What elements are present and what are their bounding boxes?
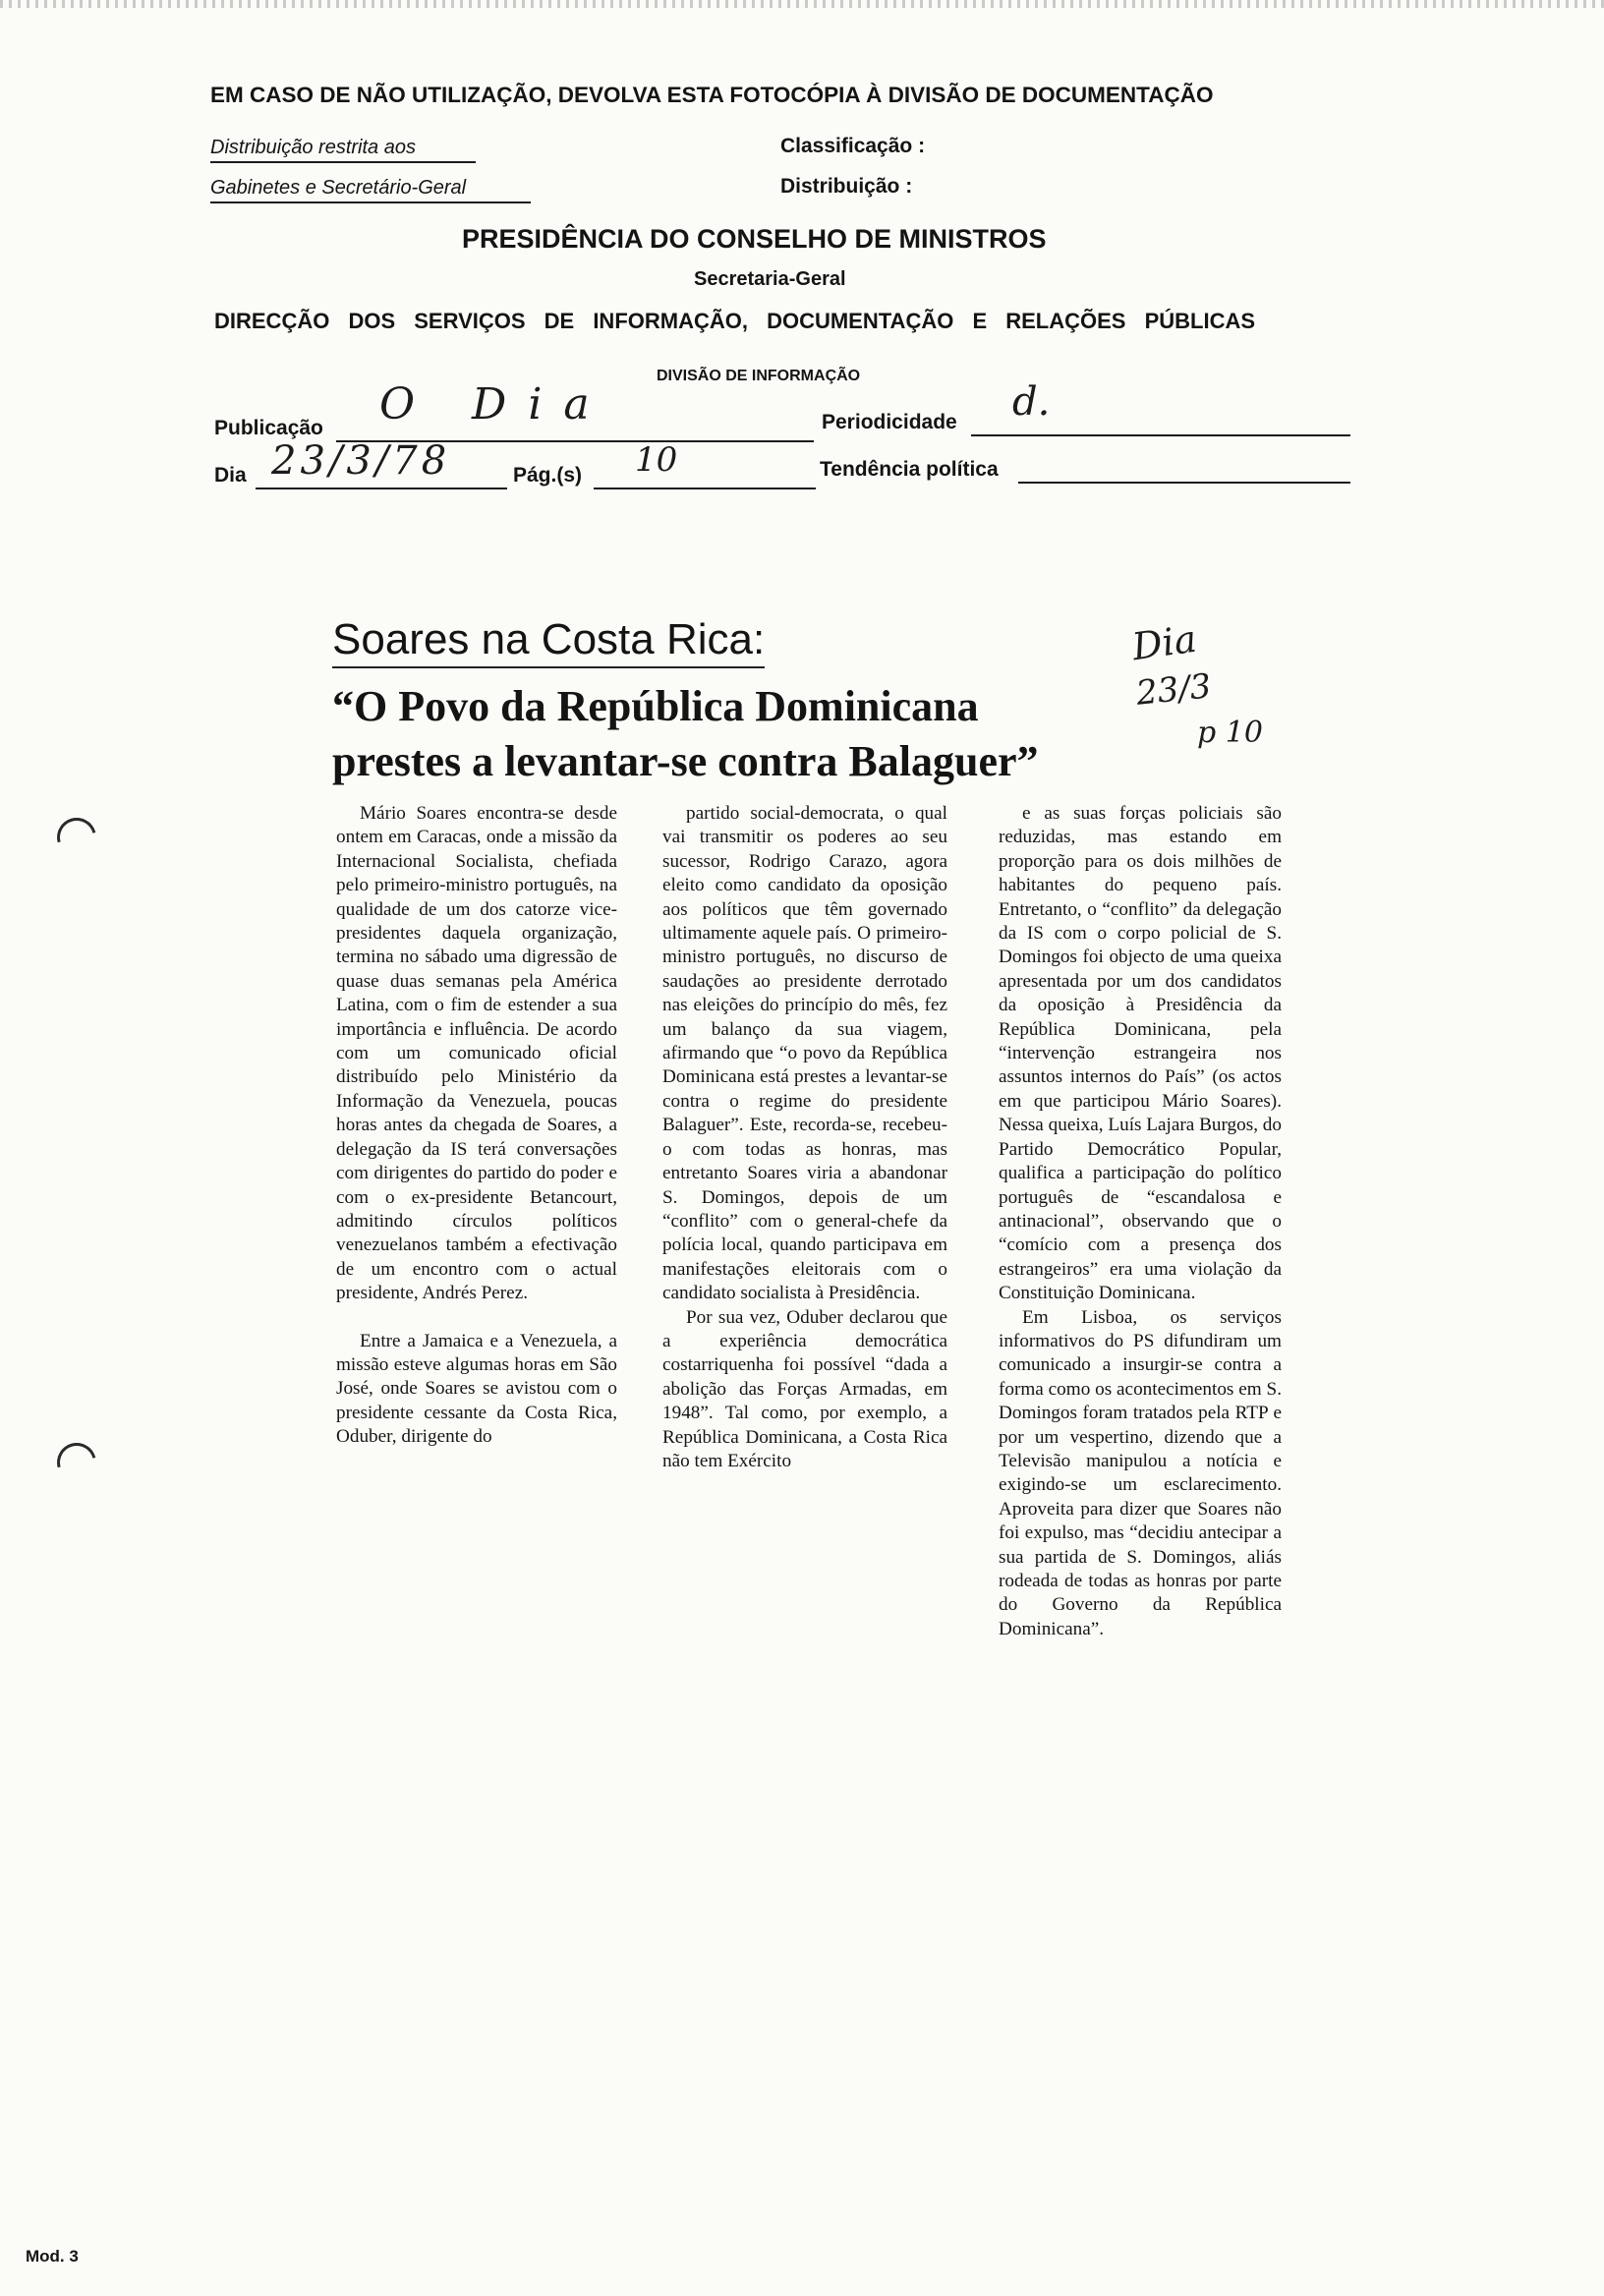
tendency-label: Tendência política [820, 458, 999, 481]
article-column-1 [336, 802, 617, 1450]
distribution-label: Distribuição : [780, 175, 913, 198]
margin-note-line3: p 10 [1197, 716, 1263, 750]
model-number: Mod. 3 [26, 2247, 79, 2266]
directorate-title: DIRECÇÃO DOS SERVIÇOS DE INFORMAÇÃO, DOCUMENTAÇÃO E RELAÇÕES PÚBLICAS [214, 309, 1256, 333]
day-label: Dia [214, 464, 247, 487]
tendency-field [1018, 474, 1350, 484]
margin-note-line1: Dia [1129, 616, 1200, 669]
distribution-restricted-line2: Gabinetes e Secretário-Geral [210, 177, 531, 203]
day-value: 23/3/78 [271, 438, 451, 484]
col2-paragraph-1: partido social-democrata, o qual vai transmitir os poderes ao seu sucessor, Rodrigo Carazo, agora eleito como candidato da oposição aos políticos que têm governado ultimamente aquele país. O primeiro-ministro português, no discurso de saudações ao presidente derrotado nas eleições do princípio do mês, fez um balanço da sua viagem, afirmando que “o povo da República Dominicana está prestes a levantar-se contra o regime do presidente Balaguer”. Este, recorda-se, recebeu-o com todas as honras, mas entretanto Soares viria a abandonar S. Domingos, depois de um “conflito” com o general-chefe da polícia local, quando participava em manifestações eleitorais com o candidato socialista à Presidência. [662, 803, 947, 1304]
periodicity-value: d. [1012, 379, 1051, 425]
punch-hole-upper [50, 811, 104, 865]
secretariat-title: Secretaria-Geral [694, 268, 846, 290]
periodicity-label: Periodicidade [822, 411, 957, 433]
article-headline-line2: prestes a levantar-se contra Balaguer” [332, 737, 1039, 785]
article-column-2 [662, 802, 947, 1473]
pages-label: Pág.(s) [513, 464, 583, 487]
pages-field [594, 480, 816, 489]
col1-paragraph-2: Entre a Jamaica e a Venezuela, a missão esteve algumas horas em São José, onde Soares se avistou com o presidente cessante da Costa Rica, Oduber, dirigente do [336, 1330, 617, 1448]
pages-value: 10 [635, 440, 678, 480]
distribution-restricted-line1: Distribuição restrita aos [210, 137, 476, 163]
margin-note-line2: 23/3 [1134, 666, 1214, 714]
punch-hole-lower [50, 1436, 104, 1490]
classification-label: Classificação : [780, 135, 926, 157]
publication-value: O Dia [379, 379, 611, 430]
col1-paragraph-1: Mário Soares encontra-se desde ontem em Caracas, onde a missão da Internacional Socialista, chefiada pelo primeiro-ministro português, na qualidade de um dos catorze vice-presidentes daquela organização, termina no sábado uma digressão de quase duas semanas pela América Latina, com o fim de estender a sua importância e influência. De acordo com um comunicado oficial distribuído pelo Ministério da Informação da Venezuela, poucas horas antes da chegada de Soares, a delegação da IS terá conversações com dirigentes do partido do poder e com o ex-presidente Betancourt, admitindo círculos políticos venezuelanos também a efectivação de um encontro com o actual presidente, Andrés Perez. [336, 803, 617, 1304]
presidency-title: PRESIDÊNCIA DO CONSELHO DE MINISTROS [462, 224, 1047, 254]
col3-paragraph-1: e as suas forças policiais são reduzidas, mas estando em proporção para os dois milhões de habitantes do pequeno país. Entretanto, o “conflito” da delegação da IS com o corpo policial de S. Domingos foi objecto de uma queixa apresentada por um dos candidatos da oposição à Presidência da República Dominicana, pela “intervenção estrangeira nos assuntos internos do País” (os actos em que participou Mário Soares). Nessa queixa, Luís Lajara Burgos, do Partido Democrático Popular, qualifica a participação do político português de “escandalosa e antinacional”, observando que o “comício com a presença dos estrangeiros” era uma violação da Constituição Dominicana. [999, 803, 1282, 1304]
periodicity-field [971, 427, 1350, 436]
division-title: DIVISÃO DE INFORMAÇÃO [657, 368, 861, 384]
article-column-3 [999, 802, 1282, 1641]
scan-noise-top [0, 0, 1604, 8]
return-notice: EM CASO DE NÃO UTILIZAÇÃO, DEVOLVA ESTA FOTOCÓPIA À DIVISÃO DE DOCUMENTAÇÃO [210, 83, 1214, 107]
publication-label: Publicação [214, 417, 323, 439]
col3-paragraph-2: Em Lisboa, os serviços informativos do PS difundiram um comunicado a insurgir-se contra a forma como os acontecimentos em S. Domingos foram tratados pela RTP e por um vespertino, dizendo que a Televisão manipulou a notícia e exigindo-se um esclarecimento. Aproveita para dizer que Soares não foi expulso, mas “decidiu antecipar a sua partida de S. Domingos, aliás rodeada de todas as honras por parte do Governo da República Dominicana”. [999, 1306, 1282, 1639]
article-headline-line1: “O Povo da República Dominicana [332, 682, 979, 730]
article-kicker: Soares na Costa Rica: [332, 613, 765, 668]
col2-paragraph-2: Por sua vez, Oduber declarou que a experiência democrática costarriquenha foi possível “dada a abolição das Forças Armadas, em 1948”. Tal como, por exemplo, a República Dominicana, a Costa Rica não tem Exército [662, 1306, 947, 1471]
